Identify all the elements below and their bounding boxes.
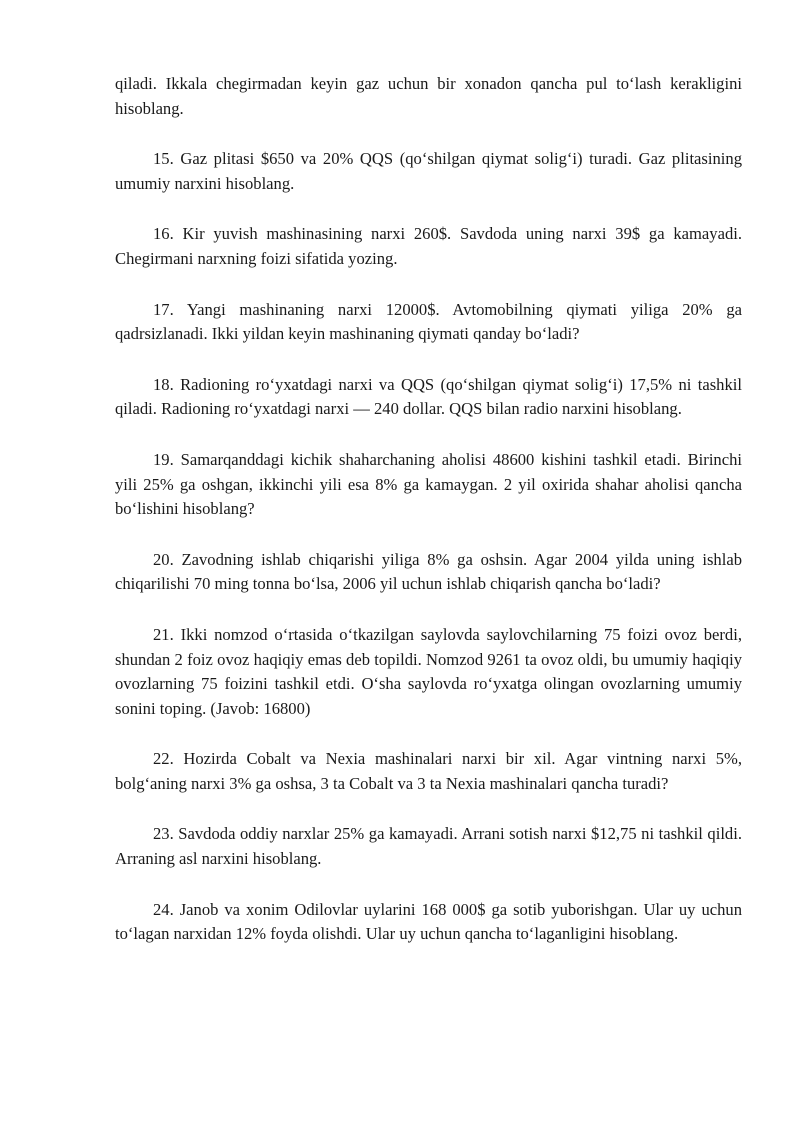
- problem-17: 17. Yangi mashinaning narxi 12000$. Avtomobilning qiymati yiliga 20% ga qadrsizlanadi. Ikki yildan keyin mashinaning qiymati qanday bo‘ladi?: [115, 299, 742, 344]
- problem-20: 20. Zavodning ishlab chiqarishi yiliga 8% ga oshsin. Agar 2004 yilda uning ishlab chiqarilishi 70 ming tonna bo‘lsa, 2006 yil uchun ishlab chiqarish qancha bo‘ladi?: [115, 549, 742, 594]
- continuation-paragraph: qiladi. Ikkala chegirmadan keyin gaz uchun bir xonadon qancha pul to‘lash kerakligini hisoblang.: [115, 74, 742, 118]
- problem-22: 22. Hozirda Cobalt va Nexia mashinalari narxi bir xil. Agar vintning narxi 5%, bolg‘aning narxi 3% ga oshsa, 3 ta Cobalt va 3 ta Nexia mashinalari qancha turadi?: [115, 749, 742, 793]
- problem-24: 24. Janob va xonim Odilovlar uylarini 168 000$ ga sotib yuborishgan. Ular uy uchun to‘lagan narxidan 12% foyda olishdi. Ular uy uchun qancha to‘laganligini hisoblang.: [115, 899, 742, 944]
- problem-19: 19. Samarqanddagi kichik shaharchaning aholisi 48600 kishini tashkil etadi. Birinchi yili 25% ga oshgan, ikkinchi yili esa 8% ga kamaygan. 2 yil oxirida shahar aholisi qancha bo‘lishini hisoblang?: [115, 449, 742, 519]
- problem-15: 15. Gaz plitasi $650 va 20% QQS (qo‘shilgan qiymat solig‘i) turadi. Gaz plitasining umumiy narxini hisoblang.: [115, 149, 742, 193]
- problem-23: 23. Savdoda oddiy narxlar 25% ga kamayadi. Arrani sotish narxi $12,75 ni tashkil qildi. Arraning asl narxini hisoblang.: [115, 824, 742, 869]
- problem-18: 18. Radioning ro‘yxatdagi narxi va QQS (qo‘shilgan qiymat solig‘i) 17,5% ni tashkil qiladi. Radioning ro‘yxatdagi narxi — 240 dollar. QQS bilan radio narxini hisoblang.: [115, 374, 742, 419]
- problem-21: 21. Ikki nomzod o‘rtasida o‘tkazilgan saylovda saylovchilarning 75 foizi ovoz berdi, shundan 2 foiz ovoz haqiqiy emas deb topildi. Nomzod 9261 ta ovoz oldi, bu umumiy haqiqiy ovozlarning 75 foizini tashkil etdi. O‘sha saylovda ro‘yxatga olingan ovozlarning umumiy sonini toping. (Javob: 16800): [115, 624, 742, 718]
- problem-16: 16. Kir yuvish mashinasining narxi 260$. Savdoda uning narxi 39$ ga kamayadi. Chegirmani narxning foizi sifatida yozing.: [115, 224, 742, 268]
